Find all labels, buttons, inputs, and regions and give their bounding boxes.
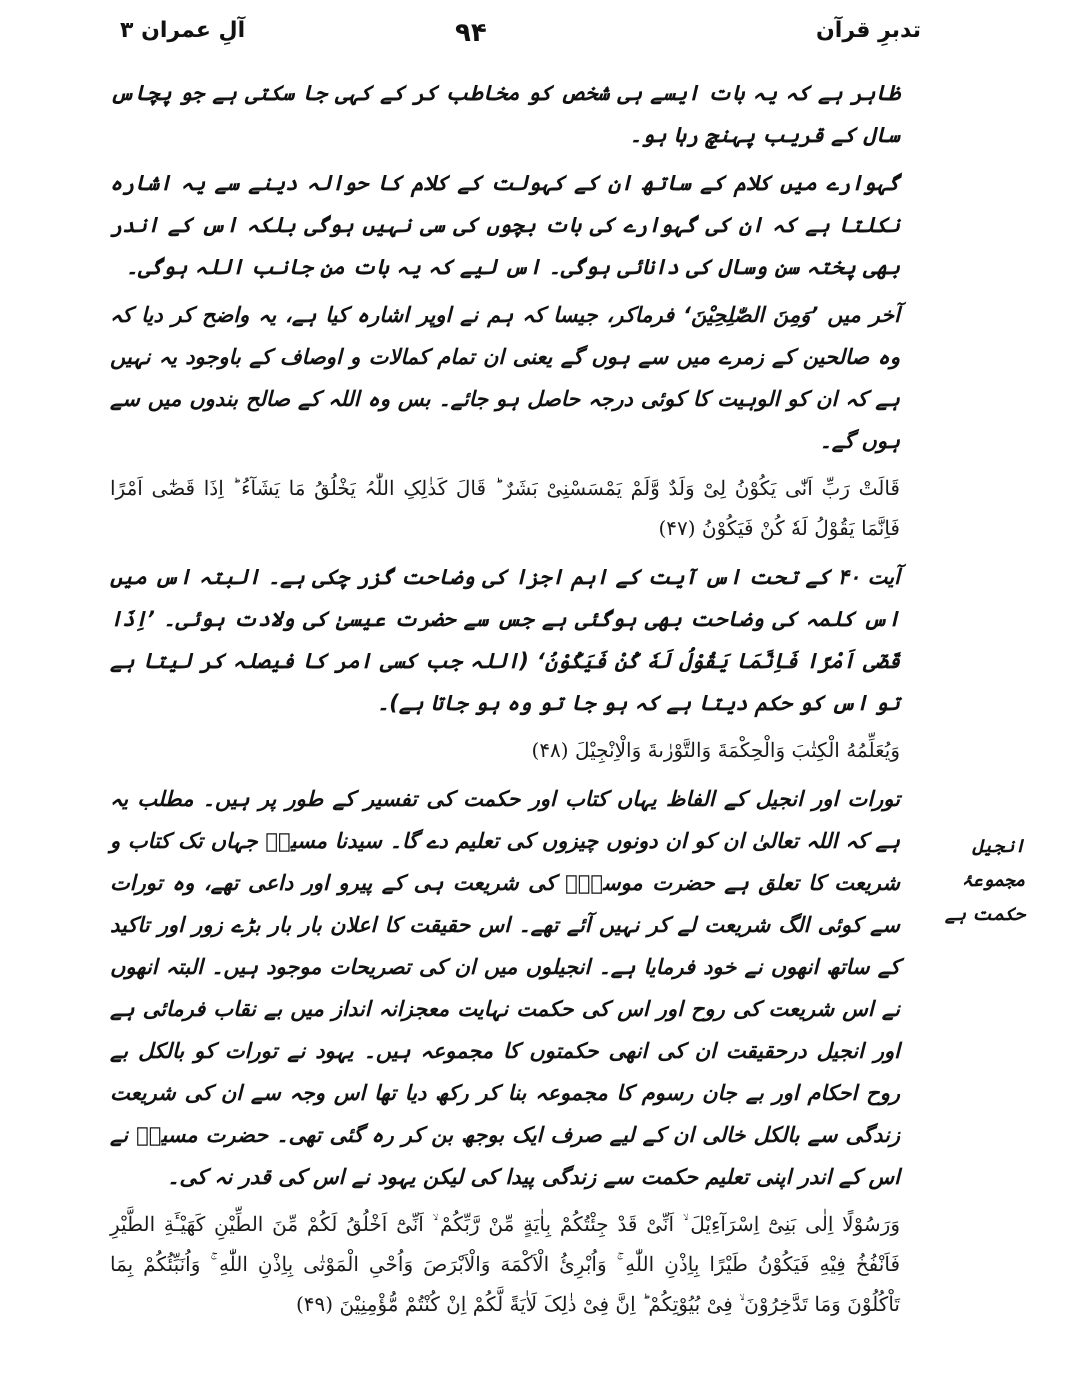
quran-verse: قَالَتْ رَبِّ اَنّٰی یَکُوْنُ لِیْ وَلَدٌ وَّلَمْ یَمْسَسْنِیْ بَشَرٌ ؕ قَالَ کَذٰلِکِ اللّٰہُ یَخْلُقُ مَا یَشَآءُ ؕ اِذَا قَضٰٓی اَمْرًا فَاِنَّمَا یَقُوْلُ لَهٗ کُنْ فَیَکُوْنُ (۴۷): [110, 476, 900, 540]
paragraph: گہوارے میں کلام کے ساتھ ان کے کہولت کے کلام کا حوالہ دینے سے یہ اشارہ نکلتا ہے کہ ان کی گہوارے کی بات بچوں کی سی نہیں ہوگی بلکہ اس کے اندر بھی پختہ سن وسال کی دانائی ہوگی۔ اس لیے کہ یہ بات من جانب اللہ ہوگی۔: [110, 171, 900, 279]
margin-note: انجیل مجموعۂ حکمت ہے: [944, 836, 1025, 925]
body-text: [110, 72, 900, 1332]
quran-verse: وَرَسُوْلًا اِلٰی بَنِیْٓ اِسْرَآءِیْلَ ۙ اَنِّیْ قَدْ جِئْتُکُمْ بِاٰیَةٍ مِّنْ رَّبِّکُمْ ۙ اَنِّیْٓ اَخْلُقُ لَکُمْ مِّنَ الطِّیْنِ کَهَیْـَٔةِ الطَّیْرِ فَاَنْفُخُ فِیْهِ فَیَکُوْنُ طَیْرًا بِاِذْنِ اللّٰهِ ۚ وَاُبْرِئُ الْاَکْمَهَ وَالْاَبْرَصَ وَاُحْیِ الْمَوْتٰی بِاِذْنِ اللّٰهِ ۚ وَاُنَبِّئُکُمْ بِمَا تَاْکُلُوْنَ وَمَا تَدَّخِرُوْنَ ۙ فِیْ بُیُوْتِکُمْ ؕ اِنَّ فِیْ ذٰلِکَ لَاٰیَةً لَّکُمْ اِنْ کُنْتُمْ مُّؤْمِنِیْنَ (۴۹): [110, 1212, 900, 1316]
paragraph: آیت ۴۰ کے تحت اس آیت کے اہم اجزا کی وضاحت گزر چکی ہے۔ البتہ اس میں اس کلمہ کی وضاحت بھی ہوگئی ہے جس سے حضرت عیسیٰ کی ولادت ہوئی۔ ’اِذَا قَضٰٓی اَمْرًا فَاِنَّمَا یَقُوْلُ لَهٗ کُنْ فَیَکُوْنُ‘ (اللہ جب کسی امر کا فیصلہ کر لیتا ہے تو اس کو حکم دیتا ہے کہ ہو جا تو وہ ہو جاتا ہے)۔: [110, 565, 900, 715]
quran-verse: وَیُعَلِّمُهُ الْکِتٰبَ وَالْحِکْمَةَ وَالتَّوْرٰىةَ وَالْاِنْجِیْلَ (۴۸): [531, 738, 900, 762]
page-number: ۹۴: [455, 18, 487, 48]
paragraph: ظاہر ہے کہ یہ بات ایسے ہی شخص کو مخاطب کر کے کہی جا سکتی ہے جو پچاس سال کے قریب پہنچ رہا ہو۔: [110, 81, 900, 147]
paragraph: تورات اور انجیل کے الفاظ یہاں کتاب اور حکمت کی تفسیر کے طور پر ہیں۔ مطلب یہ ہے کہ اللہ تعالیٰ ان کو ان دونوں چیزوں کی تعلیم دے گا۔ سیدنا مسیحؑ جہاں تک کتاب و شریعت کا تعلق ہے حضرت موسیٰؑ کی شریعت ہی کے پیرو اور داعی تھے، وہ تورات سے کوئی الگ شریعت لے کر نہیں آئے تھے۔ اس حقیقت کا اعلان بار بار بڑے زور اور تاکید کے ساتھ انھوں نے خود فرمایا ہے۔ انجیلوں میں ان کی تصریحات موجود ہیں۔ البتہ انھوں نے اس شریعت کی روح اور اس کی حکمت نہایت معجزانہ انداز میں بے نقاب فرمائی ہے اور انجیل درحقیقت ان کی انھی حکمتوں کا مجموعہ ہیں۔ یہود نے تورات کو بالکل بے روح احکام اور بے جان رسوم کا مجموعہ بنا کر رکھ دیا تھا اس وجہ سے ان کی شریعت زندگی سے بالکل خالی ان کے لیے صرف ایک بوجھ بن کر رہ گئی تھی۔ حضرت مسیحؑ نے اس کے اندر اپنی تعلیم حکمت سے زندگی پیدا کی لیکن یہود نے اس کی قدر نہ کی۔: [110, 787, 901, 1189]
book-title: تدبرِ قرآن: [816, 18, 921, 43]
paragraph: آخر میں ’وَمِنَ الصّٰلِحِیْنَ‘ فرماکر، جیسا کہ ہم نے اوپر اشارہ کیا ہے، یہ واضح کر دیا کہ وہ صالحین کے زمرے میں سے ہوں گے یعنی ان تمام کمالات و اوصاف کے باوجود یہ نہیں ہے کہ ان کو الوہیت کا کوئی درجہ حاصل ہو جائے۔ بس وہ اللہ کے صالح بندوں میں سے ہوں گے۔: [110, 303, 900, 453]
chapter-title: آلِ عمران ۳: [120, 18, 246, 43]
page-header: [120, 18, 921, 58]
